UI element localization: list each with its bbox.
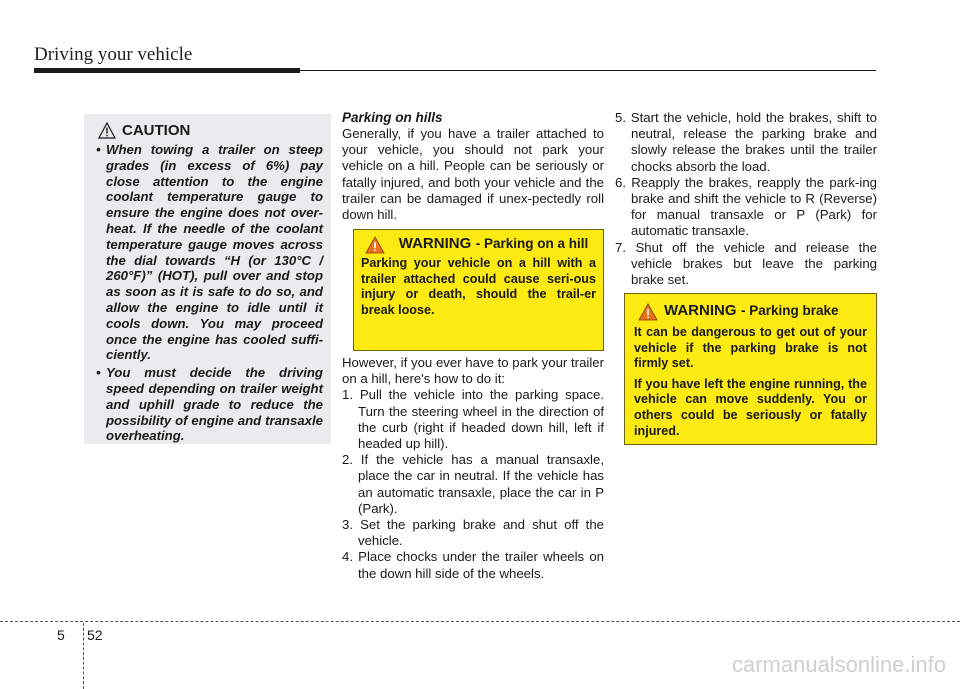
- step-item: 3. Set the parking brake and shut off the vehicle.: [342, 517, 604, 549]
- step-item: 1. Pull the vehicle into the parking space. Turn the steering wheel in the direction of the curb (right if headed down hill, left if headed up hill).: [342, 387, 604, 452]
- footer-divider: [83, 623, 84, 689]
- chapter-title: Driving your vehicle: [34, 44, 193, 65]
- warning-subtitle: - Parking on a hill: [475, 236, 589, 251]
- warning-header: [638, 302, 867, 321]
- middle-column: [342, 110, 604, 223]
- warning-subtitle: - Parking brake: [740, 303, 839, 318]
- warning-title: WARNING: [398, 235, 472, 252]
- warning-box-parking-brake: [624, 293, 877, 445]
- warning-box-hill: [353, 229, 604, 351]
- title-rule-thick: [34, 68, 300, 73]
- caution-title: CAUTION: [122, 122, 191, 139]
- step-item: 6. Reapply the brakes, reapply the park-ing brake and shift the vehicle to R (Reverse) for manual transaxle or P (Park) for automatic transaxle.: [615, 174, 877, 239]
- intro-paragraph: Generally, if you have a trailer attached to your vehicle, you should not park your vehicle on a hill. People can be seriously or fatally injured, and both your vehicle and the trailer can be damaged if unex-pectedly roll down hill.: [342, 126, 604, 223]
- title-rule-thin: [300, 70, 876, 71]
- warning-header: [365, 235, 596, 254]
- caution-item: • When towing a trailer on steep grades (in excess of 6%) pay close attention to the engine coolant temperature gauge to ensure the engine does not over-heat. If the needle of the coolant temperature gauge moves across the dial towards “H (or 130°C / 260°F)” (HOT), pull over and stop as soon as it is safe to do so, and allow the engine to idle until it cools down. You may proceed once the engine has cooled suffi-ciently.: [92, 142, 323, 363]
- caution-triangle-icon: [98, 122, 116, 139]
- warning-text: Parking your vehicle on a hill with a trailer attached could cause seri-ous injury or death, should the trail-er break loose.: [361, 256, 596, 317]
- warning-title: WARNING: [664, 302, 737, 319]
- caution-header: [98, 122, 323, 139]
- section-heading: Parking on hills: [342, 110, 443, 125]
- caution-list: [92, 142, 323, 444]
- chapter-number: 5: [57, 627, 65, 643]
- warning-triangle-icon: [638, 303, 658, 321]
- watermark: carmanualsonline.info: [731, 652, 946, 677]
- steps-list-continued: [615, 110, 877, 288]
- middle-column-lower: [342, 355, 604, 582]
- page-number: 52: [87, 627, 103, 643]
- right-column: [615, 110, 877, 288]
- step-item: 2. If the vehicle has a manual transaxle, place the car in neutral. If the vehicle has an automatic transaxle, place the car in P (Park).: [342, 452, 604, 516]
- warning-triangle-icon: [365, 236, 385, 254]
- step-item: 4. Place chocks under the trailer wheels on the down hill side of the wheels.: [342, 549, 604, 581]
- step-item: 5. Start the vehicle, hold the brakes, shift to neutral, release the parking brake and slowly release the brakes until the trailer chocks absorb the load.: [615, 110, 877, 174]
- warning-text: It can be dangerous to get out of your vehicle if the parking brake is not firmly set.: [634, 325, 867, 371]
- warning-text: If you have left the engine running, the vehicle can move suddenly. You or others could be seriously or fatally injured.: [634, 376, 867, 438]
- footer-rule: [0, 621, 960, 622]
- caution-item: • You must decide the driving speed depending on trailer weight and uphill grade to reduce the possibility of engine and transaxle overheating.: [92, 365, 323, 444]
- however-paragraph: However, if you ever have to park your trailer on a hill, here's how to do it:: [342, 355, 604, 387]
- caution-box: [84, 114, 331, 444]
- step-item: 7. Shut off the vehicle and release the vehicle brakes but leave the parking brake set.: [615, 239, 877, 288]
- steps-list: [342, 387, 604, 581]
